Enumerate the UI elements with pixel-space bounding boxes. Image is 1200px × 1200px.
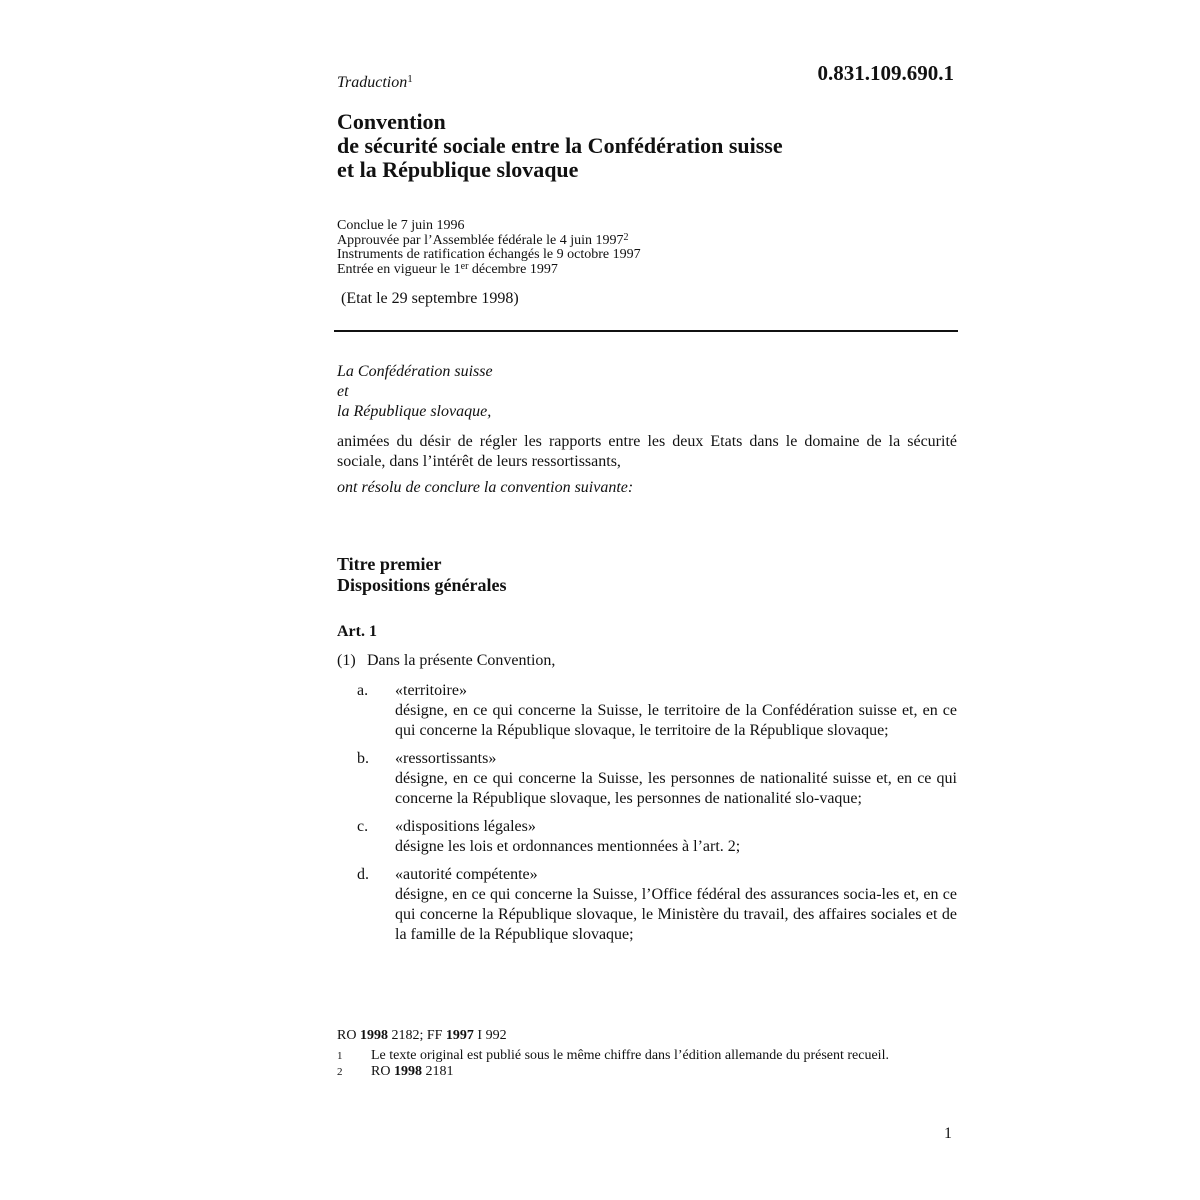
page-number: 1 [944,1125,952,1142]
definition-term: «autorité compétente» [395,866,538,883]
footnote-ref-1: 1 [407,73,413,85]
footnote-1 [337,1048,957,1064]
document-metadata [337,219,641,277]
definition-letter: a. [357,682,369,699]
publication-reference: RO 1998 2182; FF 1997 I 992 [337,1028,507,1043]
definition-term: «territoire» [395,682,467,699]
footnote-number: 1 [337,1050,343,1062]
footnote-ref-2: 2 [623,231,629,243]
entry-into-force-date: Entrée en vigueur le 1er décembre 1997 [337,260,558,277]
title-line-1: Convention [337,109,446,134]
definition-item [357,817,957,857]
definition-text: désigne, en ce qui concerne la Suisse, l’Office fédéral des assurances socia-les et, en ce qui concerne la République slovaque, le Ministère du travail, des affaires sociales et de la famille de la République slovaque; [395,886,957,943]
definitions-list [357,681,957,953]
article-paragraph-1 [337,652,555,670]
footnote-text: Le texte original est publié sous le même chiffre dans l’édition allemande du présent recueil. [371,1048,889,1063]
party-switzerland: La Confédération suisse [337,363,493,380]
section-title-line-2: Dispositions générales [337,575,507,595]
approved-date: Approuvée par l’Assemblée fédérale le 4 juin 1997$^2$ [337,231,629,248]
footnote-2 [337,1064,957,1080]
definition-term: «dispositions légales» [395,818,536,835]
translation-text: Traduction [337,74,408,91]
preamble-resolution: ont résolu de conclure la convention suivante: [337,479,634,496]
footnote-number: 2 [337,1066,343,1078]
definition-item [357,681,957,741]
definition-text: désigne, en ce qui concerne la Suisse, les personnes de nationalité suisse et, en ce qui concerne la République slovaque, les personnes de nationalité slo-vaque; [395,770,957,807]
article-heading: Art. 1 [337,623,377,640]
party-conjunction: et [337,383,349,400]
document-title [337,110,783,182]
definition-letter: c. [357,818,369,835]
paragraph-number: (1) [337,652,356,669]
concluded-date: Conclue le 7 juin 1996 [337,218,465,233]
definition-letter: d. [357,866,369,883]
preamble-motivation: animées du désir de régler les rapports entre les deux Etats dans le domaine de la sécurité sociale, dans l’intérêt de leurs ressortissants, [337,433,957,470]
party-slovakia: la République slovaque, [337,403,492,420]
definition-text: désigne, en ce qui concerne la Suisse, le territoire de la Confédération suisse et, en ce qui concerne la République slovaque, le territoire de la République slovaque; [395,702,957,739]
classification-number: 0.831.109.690.1 [817,61,954,85]
header-divider [334,330,958,332]
title-line-3: et la République slovaque [337,157,579,182]
ratification-date: Instruments de ratification échangés le 9 octobre 1997 [337,247,641,262]
definition-item [357,749,957,809]
translation-label [337,74,413,92]
section-heading [337,554,507,596]
footnote-text: RO 1998 2181 [371,1064,454,1079]
section-title-line-1: Titre premier [337,554,442,574]
definition-item [357,865,957,945]
paragraph-intro: Dans la présente Convention, [367,652,556,669]
preamble [337,362,957,498]
definition-letter: b. [357,750,369,767]
status-date: (Etat le 29 septembre 1998) [341,290,519,307]
footnotes [337,1028,957,1080]
title-line-2: de sécurité sociale entre la Confédération suisse [337,133,783,158]
definition-term: «ressortissants» [395,750,497,767]
definition-text: désigne les lois et ordonnances mentionnées à l’art. 2; [395,838,741,855]
